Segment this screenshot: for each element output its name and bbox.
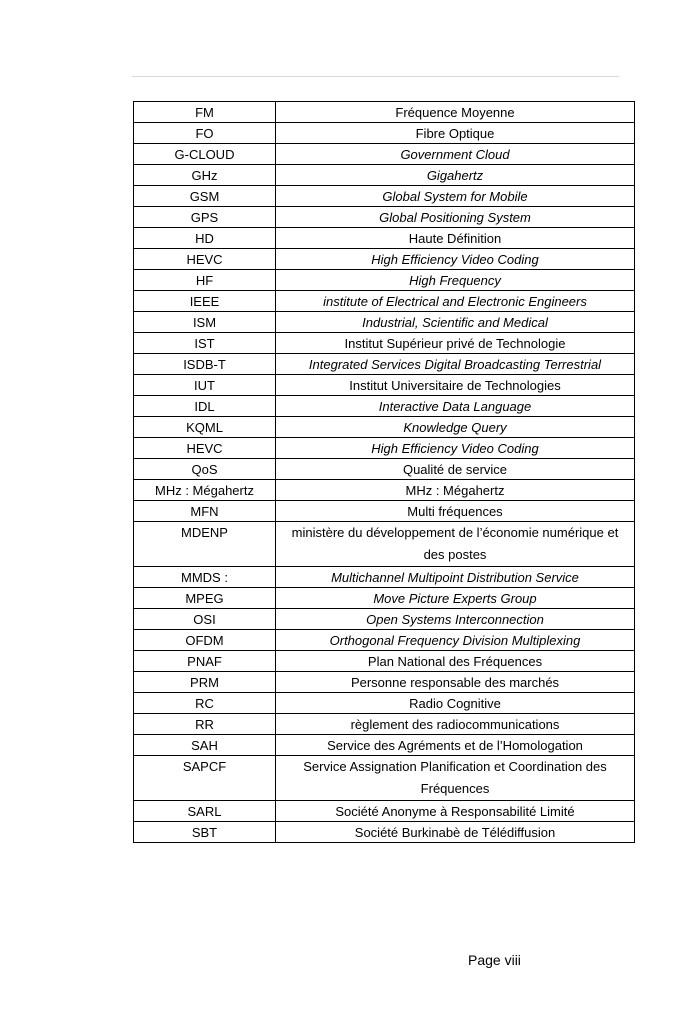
table-row [134,375,635,396]
abbreviation-cell: SARL [134,801,276,822]
definition-cell: Société Anonyme à Responsabilité Limité [276,801,635,822]
table-row [134,165,635,186]
definition-cell: Industrial, Scientific and Medical [276,312,635,333]
abbreviation-cell: ISM [134,312,276,333]
definition-cell: Government Cloud [276,144,635,165]
definition-cell: Open Systems Interconnection [276,609,635,630]
table-row [134,249,635,270]
definition-cell: High Efficiency Video Coding [276,438,635,459]
abbreviation-cell: HD [134,228,276,249]
definition-cell: Move Picture Experts Group [276,588,635,609]
abbreviation-cell: OSI [134,609,276,630]
definition-cell: Société Burkinabè de Télédiffusion [276,822,635,843]
abbreviation-cell: MPEG [134,588,276,609]
abbreviation-cell: SBT [134,822,276,843]
definition-cell: Service des Agréments et de l’Homologation [276,735,635,756]
definition-cell: Gigahertz [276,165,635,186]
table-row [134,672,635,693]
table-row [134,123,635,144]
abbreviation-cell: ISDB-T [134,354,276,375]
table-row [134,567,635,588]
abbreviation-cell: GPS [134,207,276,228]
abbreviation-cell: RR [134,714,276,735]
abbreviation-cell: FM [134,102,276,123]
table-row [134,480,635,501]
abbreviation-cell: IUT [134,375,276,396]
definition-cell: institute of Electrical and Electronic Engineers [276,291,635,312]
definition-cell: Multi fréquences [276,501,635,522]
table-row [134,693,635,714]
definition-cell: Institut Universitaire de Technologies [276,375,635,396]
abbreviation-cell: KQML [134,417,276,438]
definition-cell: Multichannel Multipoint Distribution Service [276,567,635,588]
table-row [134,207,635,228]
abbreviation-cell: MHz : Mégahertz [134,480,276,501]
abbreviation-cell: FO [134,123,276,144]
definition-cell: Institut Supérieur privé de Technologie [276,333,635,354]
table-row [134,186,635,207]
table-row [134,354,635,375]
table-row [134,609,635,630]
abbreviation-cell: IST [134,333,276,354]
table-row [134,228,635,249]
table-row [134,291,635,312]
table-row [134,522,635,567]
abbreviation-cell: QoS [134,459,276,480]
table-row [134,396,635,417]
abbreviation-cell: G-CLOUD [134,144,276,165]
definition-cell: Knowledge Query [276,417,635,438]
page-number: Page viii [468,952,521,968]
abbreviation-cell: SAPCF [134,756,276,801]
abbreviation-cell: HEVC [134,438,276,459]
table-row [134,333,635,354]
abbreviation-cell: MDENP [134,522,276,567]
abbreviations-table-body [134,102,635,843]
table-row [134,501,635,522]
table-row [134,312,635,333]
definition-cell: ministère du développement de l’économie numérique et des postes [276,522,635,567]
definition-cell: Fréquence Moyenne [276,102,635,123]
definition-cell: Personne responsable des marchés [276,672,635,693]
table-row [134,144,635,165]
table-row [134,714,635,735]
table-row [134,756,635,801]
table-row [134,651,635,672]
table-row [134,438,635,459]
definition-cell: Plan National des Fréquences [276,651,635,672]
abbreviation-cell: HF [134,270,276,291]
definition-cell: High Frequency [276,270,635,291]
definition-cell: Haute Définition [276,228,635,249]
abbreviations-table [133,101,635,843]
definition-cell: Integrated Services Digital Broadcasting Terrestrial [276,354,635,375]
definition-cell: High Efficiency Video Coding [276,249,635,270]
definition-cell: Global Positioning System [276,207,635,228]
definition-cell: MHz : Mégahertz [276,480,635,501]
abbreviation-cell: IDL [134,396,276,417]
table-row [134,822,635,843]
definition-cell: Radio Cognitive [276,693,635,714]
definition-cell: Fibre Optique [276,123,635,144]
abbreviation-cell: RC [134,693,276,714]
table-row [134,270,635,291]
abbreviation-cell: IEEE [134,291,276,312]
definition-cell: Global System for Mobile [276,186,635,207]
definition-cell: Interactive Data Language [276,396,635,417]
definition-cell: Service Assignation Planification et Coordination des Fréquences [276,756,635,801]
abbreviation-cell: MFN [134,501,276,522]
abbreviation-cell: PNAF [134,651,276,672]
definition-cell: règlement des radiocommunications [276,714,635,735]
definition-cell: Qualité de service [276,459,635,480]
abbreviation-cell: GSM [134,186,276,207]
abbreviation-cell: MMDS : [134,567,276,588]
definition-cell: Orthogonal Frequency Division Multiplexing [276,630,635,651]
table-row [134,630,635,651]
table-row [134,801,635,822]
header-rule [132,76,619,77]
abbreviation-cell: GHz [134,165,276,186]
table-row [134,588,635,609]
abbreviation-cell: OFDM [134,630,276,651]
table-row [134,417,635,438]
table-row [134,735,635,756]
table-row [134,102,635,123]
abbreviation-cell: PRM [134,672,276,693]
abbreviation-cell: SAH [134,735,276,756]
table-row [134,459,635,480]
abbreviation-cell: HEVC [134,249,276,270]
